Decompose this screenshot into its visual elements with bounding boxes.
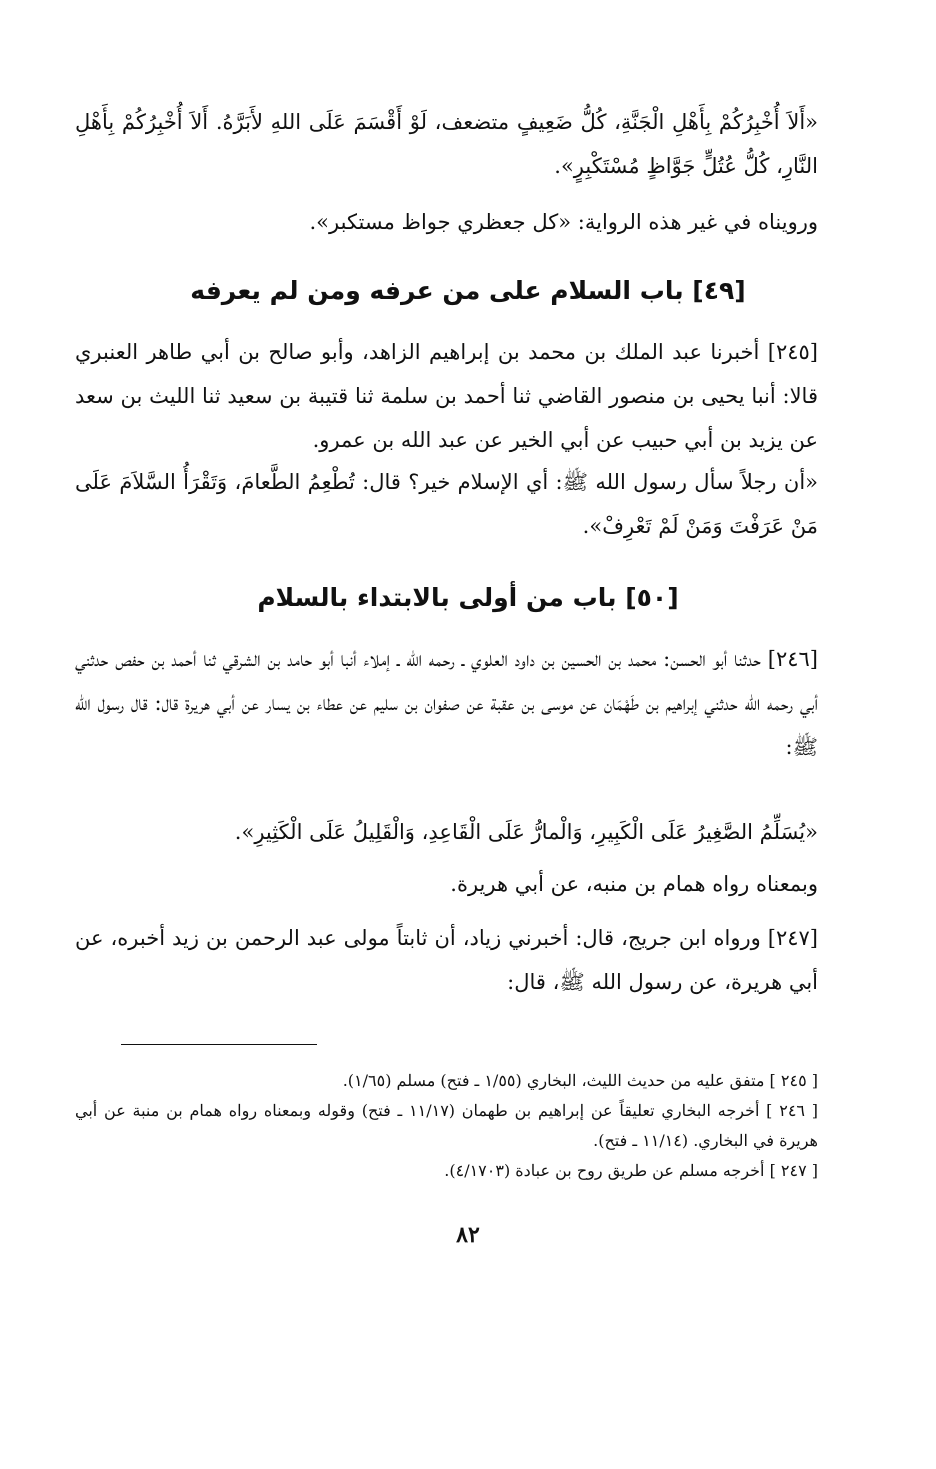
narration-note-text: ورويناه في غير هذه الرواية: «كل جعظري جواظ مستكبر».: [309, 210, 818, 234]
footnotes: [75, 1066, 818, 1186]
hadith-245-isnad: [75, 330, 818, 462]
footnote: [ ٢٤٥ ] متفق عليه من حديث الليث، البخاري (١/٥٥ ـ فتح) مسلم (١/٦٥).: [342, 1071, 818, 1090]
matn-text: «أن رجلاً سأل رسول الله ﷺ: أي الإسلام خير؟ قال: تُطْعِمُ الطَّعامَ، وَتَقْرَأُ السَّلاَمَ عَلَى مَنْ عَرَفْتَ وَمَنْ لَمْ تَعْرِفْ».: [75, 470, 818, 538]
isnad-text: [٢٤٥] أخبرنا عبد الملك بن محمد بن إبراهيم الزاهد، وأبو صالح بن أبي طاهر العنبري قالا: أنبا يحيى بن منصور القاضي ثنا أحمد بن سلمة ثنا قتيبة بن سعيد ثنا الليث بن سعد عن يزيد بن أبي حبيب عن أبي الخير عن عبد الله بن عمرو.: [75, 340, 818, 452]
page-number: ٨٢: [456, 1222, 480, 1248]
narration-note: [75, 862, 818, 906]
narration-note: [75, 200, 818, 244]
hadith-247-isnad: [75, 916, 818, 1004]
narration-note-text: وبمعناه رواه همام بن منبه، عن أبي هريرة.: [450, 872, 818, 896]
chapter-heading-50: [٥٠] باب من أولى بالابتداء بالسلام: [257, 583, 679, 612]
footnote: [ ٢٤٧ ] أخرجه مسلم عن طريق روح بن عبادة (٤/١٧٠٣).: [444, 1161, 818, 1180]
hadith-245-matn: [75, 460, 818, 548]
hadith-246-isnad: [75, 637, 818, 769]
hadith-246-matn: [75, 810, 818, 854]
matn-text: «يُسَلِّمُ الصَّغِيرُ عَلَى الْكَبِيرِ، وَالْمارُّ عَلَى الْقَاعِدِ، وَالْقَلِيلُ عَلَى الْكَثِيرِ».: [234, 820, 818, 844]
isnad-text: [٢٤٧] ورواه ابن جريج، قال: أخبرني زياد، أن ثابتاً مولى عبد الرحمن بن زيد أخبره، عن أبي هريرة، عن رسول الله ﷺ، قال:: [75, 926, 818, 994]
chapter-heading-49: [٤٩] باب السلام على من عرفه ومن لم يعرفه: [190, 276, 746, 305]
isnad-text: [٢٤٦] حدثنا أبو الحسن: محمد بن الحسين بن داود العلوي ـ رحمه الله ـ إملاء أنبا أبو حامد بن الشرقي ثنا أحمد بن حفص حدثني أبي رحمه الله حدثني إبراهيم بن طَهْمَان عن موسى بن عقبة عن صفوان بن سليم عن عطاء بن يسار عن أبي هريرة قال: قال رسول الله ﷺ:: [75, 647, 818, 759]
hadith-text: «أَلاَ أُخْبِرُكُمْ بِأَهْلِ الْجَنَّةِ، كُلُّ ضَعِيفٍ متضعف، لَوْ أَقْسَمَ عَلَى اللهِ لأَبَرَّهُ. أَلاَ أُخْبِرُكُمْ بِأَهْلِ النَّارِ، كُلُّ عُتُلٍّ جَوَّاظٍ مُسْتَكْبِرٍ».: [75, 110, 818, 178]
footnote-separator: [121, 1044, 317, 1045]
footnote: [ ٢٤٦ ] أخرجه البخاري تعليقاً عن إبراهيم بن طهمان (١١/١٧ ـ فتح) وقوله وبمعناه رواه همام بن منبة عن أبي هريرة في البخاري. (١١/١٤ ـ فتح).: [75, 1101, 819, 1150]
hadith-244-end: [75, 100, 818, 188]
